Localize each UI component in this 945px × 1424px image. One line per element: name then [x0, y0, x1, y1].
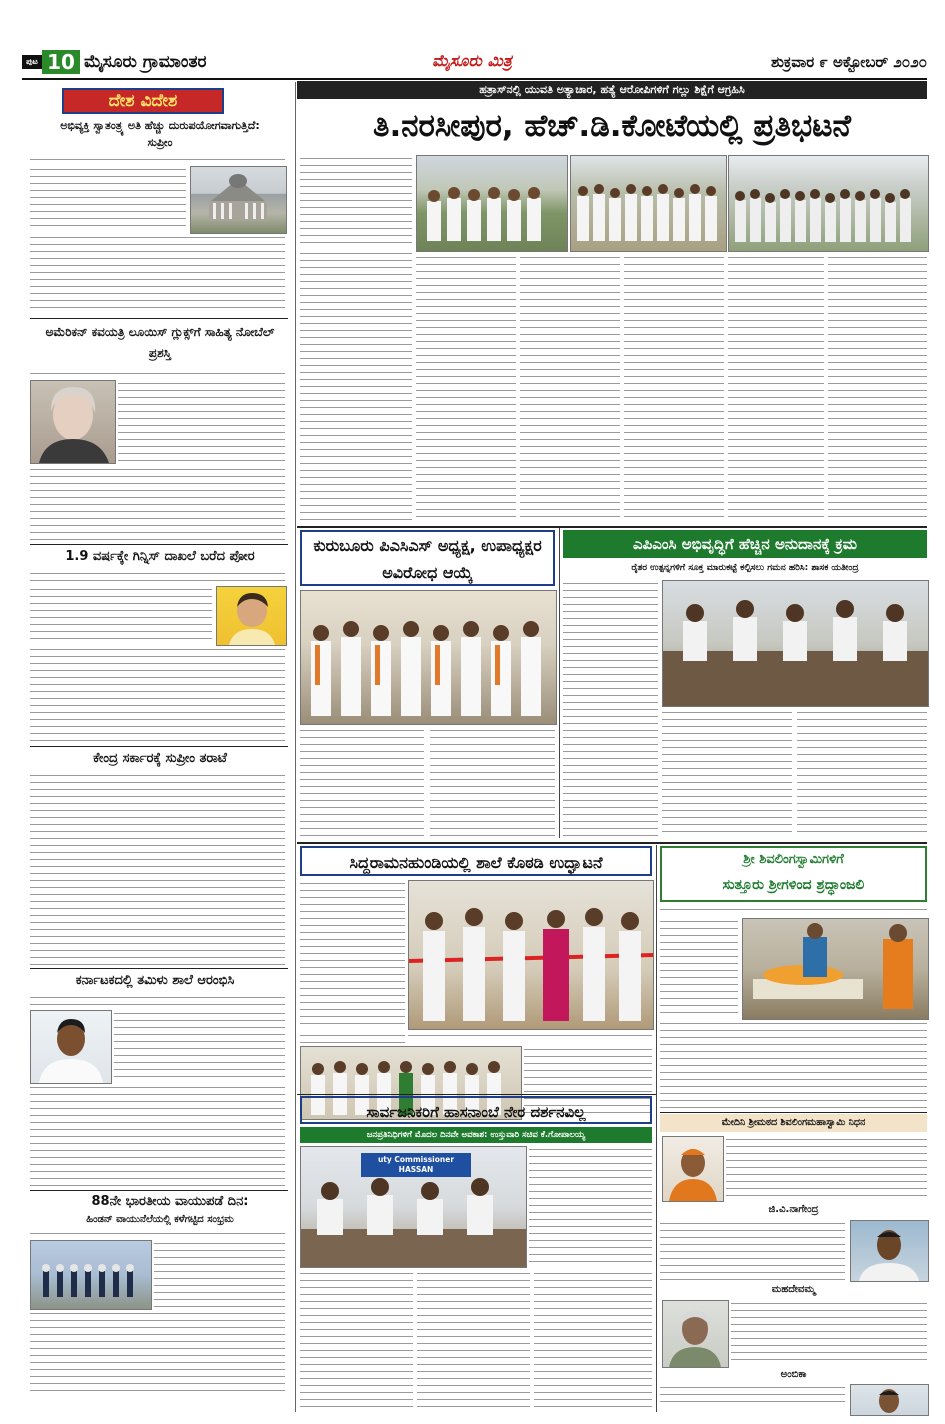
- kuruba-headline: ಕುರುಬೂರು ಪಿಎಸಿಎಸ್ ಅಧ್ಯಕ್ಷ, ಉಪಾಧ್ಯಕ್ಷರ ಅವಿರೋಧ ಆಯ್ಕೆ: [300, 530, 555, 586]
- article-body: [520, 254, 620, 522]
- apmc-meeting-photo: [662, 580, 929, 707]
- child-photo: [216, 586, 287, 646]
- hasanamba-headline: ಸಾರ್ವಜನಿಕರಿಗೆ ಹಾಸನಾಂಬೆ ನೇರ ದರ್ಶನವಿಲ್ಲ: [300, 1096, 652, 1124]
- apmc-subhead: ರೈತರ ಉತ್ಪನ್ನಗಳಿಗೆ ಸೂಕ್ತ ಮಾರುಕಟ್ಟೆ ಕಲ್ಪಿಸಲು ಗಮನ ಹರಿಸಿ: ಶಾಸಕ ಯತೀಂದ್ರ: [631, 563, 859, 573]
- article-body: [430, 727, 555, 837]
- supreme-court-photo: [190, 166, 287, 234]
- obituary-heading-box: [660, 1114, 927, 1132]
- obituary-name: ಮಹದೇವಮ್ಮ: [771, 1284, 816, 1295]
- school-inauguration-photo: [408, 880, 654, 1030]
- page-label: ಪುಟ: [22, 55, 42, 69]
- obituary-heading: ಮೇದಿನಿ ಶ್ರೀಮಠದ ಶಿವಲಿಂಗಮಹಾಸ್ವಾಮಿ ನಿಧನ: [721, 1117, 866, 1128]
- article-body: [408, 1032, 652, 1042]
- article-body: [300, 155, 412, 245]
- hasanamba-subhead: ಜನಪ್ರತಿನಿಧಿಗಳಿಗೆ ಮೊದಲ ದಿನವೇ ಅವಕಾಶ: ಉಸ್ತುವಾರಿ ಸಚಿವ ಕೆ.ಗೋಪಾಲಯ್ಯ: [366, 1130, 586, 1140]
- shivalinga-headline-2: ಸುತ್ತೂರು ಶ್ರೀಗಳಿಂದ ಶ್ರದ್ಧಾಂಜಲಿ: [722, 877, 865, 893]
- story-subhead: ಹಿಂಡನ್ ವಾಯುನೆಲೆಯಲ್ಲಿ ಕಳೆಗಟ್ಟಿದ ಸಂಭ್ರಮ: [86, 1214, 234, 1225]
- article-body: [660, 918, 738, 1018]
- article-body: [30, 166, 186, 232]
- article-body: [30, 570, 285, 584]
- obituary-name: ಅಂಬಿಕಾ: [780, 1369, 807, 1380]
- apmc-headline: ಎಪಿಎಂಸಿ ಅಭಿವೃದ್ಧಿಗೆ ಹೆಚ್ಚಿನ ಅನುದಾನಕ್ಕೆ ಕ್ರಮ: [633, 535, 857, 553]
- article-body: [726, 1136, 927, 1200]
- story-headline: 1.9 ವರ್ಷಕ್ಕೇ ಗಿನ್ನಿಸ್ ದಾಖಲೆ ಬರೆದ ಪೋರ: [65, 549, 255, 564]
- article-body: [30, 1084, 285, 1188]
- article-body: [797, 709, 927, 838]
- article-body: [660, 1384, 845, 1408]
- shivalinga-headline-box: [660, 846, 927, 902]
- story-headline: ಅಮೆರಿಕನ್ ಕವಯತ್ರಿ ಲೂಯಿಸ್ ಗ್ಲುಕ್ಸ್‌ಗೆ ಸಾಹಿತ್ಯ ನೋಬೆಲ್ ಪ್ರಶಸ್ತಿ: [45, 325, 275, 360]
- masthead-logo: ಮೈಸೂರು ಮಿತ್ರ: [432, 51, 512, 70]
- article-body: [417, 1270, 530, 1410]
- lead-kicker: ಹತ್ರಾಸ್‌ನಲ್ಲಿ ಯುವತಿ ಅತ್ಯಾಚಾರ, ಹತ್ಯೆ ಆರೋಪಿಗಳಿಗೆ ಗಲ್ಲು ಶಿಕ್ಷೆಗೆ ಆಗ್ರಹಿಸಿ: [297, 81, 927, 99]
- article-body: [728, 254, 824, 522]
- article-body: [529, 1146, 652, 1266]
- hasanamba-meeting-photo: [300, 1146, 527, 1268]
- article-body: [114, 1010, 285, 1082]
- article-body: [624, 254, 724, 522]
- issue-date: ಶುಕ್ರವಾರ ೯ ಅಕ್ಟೋಬರ್ ೨೦೨೦: [770, 53, 927, 71]
- article-body: [154, 1240, 285, 1308]
- sidebar-title-text: ದೇಶ ವಿದೇಶ: [108, 91, 178, 111]
- article-body: [30, 156, 285, 164]
- article-body: [563, 580, 658, 838]
- sidebar-title: [62, 88, 224, 114]
- article-body: [660, 906, 927, 916]
- tribute-photo: [742, 918, 929, 1020]
- protest-photo-3: [728, 155, 929, 252]
- story-headline: ಕರ್ನಾಟಕದಲ್ಲಿ ತಮಿಳು ಶಾಲೆ ಆರಂಭಿಸಿ: [75, 973, 235, 988]
- story-headline: 88ನೇ ಭಾರತೀಯ ವಾಯುಪಡೆ ದಿನ:: [91, 1194, 249, 1209]
- article-body: [30, 1230, 285, 1238]
- article-body: [660, 1220, 845, 1280]
- article-body: [828, 254, 927, 522]
- article-body: [118, 380, 285, 464]
- article-body: [300, 1270, 413, 1410]
- politician-photo: [30, 1010, 112, 1084]
- article-body: [660, 1020, 927, 1108]
- article-body: [300, 727, 424, 837]
- school-headline: ಸಿದ್ದರಾಮನಹುಂಡಿಯಲ್ಲಿ ಶಾಲೆ ಕೊಠಡಿ ಉದ್ಘಾಟನೆ: [300, 846, 652, 876]
- article-body: [30, 1310, 285, 1394]
- apmc-headline-box: [563, 530, 927, 558]
- article-body: [534, 1270, 652, 1410]
- lead-headline: ತಿ.ನರಸೀಪುರ, ಹೆಚ್.ಡಿ.ಕೋಟೆಯಲ್ಲಿ ಪ್ರತಿಭಟನೆ: [373, 108, 851, 144]
- page-number: 10: [42, 50, 80, 74]
- story-headline: ಅಭಿವ್ಯಕ್ತಿ ಸ್ವಾತಂತ್ರ್ಯ ಅತಿ ಹೆಚ್ಚು ದುರುಪಯೋಗವಾಗುತ್ತಿದೆ: ಸುಪ್ರೀಂ: [60, 119, 260, 149]
- article-body: [30, 466, 285, 542]
- article-body: [30, 234, 285, 314]
- story-headline: ಕೇಂದ್ರ ಸರ್ಕಾರಕ್ಕೆ ಸುಪ್ರೀಂ ತರಾಟೆ: [93, 751, 227, 766]
- article-body: [30, 370, 285, 378]
- article-body: [662, 709, 792, 838]
- article-body: [30, 646, 285, 744]
- shivalinga-headline-1: ಶ್ರೀ ಶಿವಲಿಂಗಸ್ವಾಮಿಗಳಿಗೆ: [743, 852, 844, 867]
- article-body: [300, 880, 405, 1030]
- article-body: [300, 250, 412, 522]
- hasanamba-sign-text: uty Commissioner HASSAN: [377, 1155, 455, 1174]
- obituary-photo-3: [662, 1300, 729, 1368]
- airforce-parade-photo: [30, 1240, 152, 1310]
- article-body: [731, 1300, 927, 1366]
- obituary-name: ಜಿ.ವಿ.ನಾಗೇಂದ್ರ: [768, 1204, 819, 1215]
- page-header: [22, 48, 927, 76]
- section-name: ಮೈಸೂರು ಗ್ರಾಮಾಂತರ: [84, 52, 207, 72]
- article-body: [30, 994, 285, 1008]
- hasanamba-subhead-box: [300, 1127, 652, 1143]
- pacs-election-photo: [300, 590, 557, 725]
- protest-photo-2: [570, 155, 727, 252]
- article-body: [416, 254, 516, 522]
- protest-photo-1: [416, 155, 568, 252]
- article-body: [30, 772, 285, 966]
- obituary-photo-4: [850, 1384, 929, 1416]
- author-portrait-photo: [30, 380, 116, 464]
- article-body: [30, 586, 212, 644]
- obituary-photo-1: [662, 1136, 724, 1202]
- obituary-photo-2: [850, 1220, 929, 1282]
